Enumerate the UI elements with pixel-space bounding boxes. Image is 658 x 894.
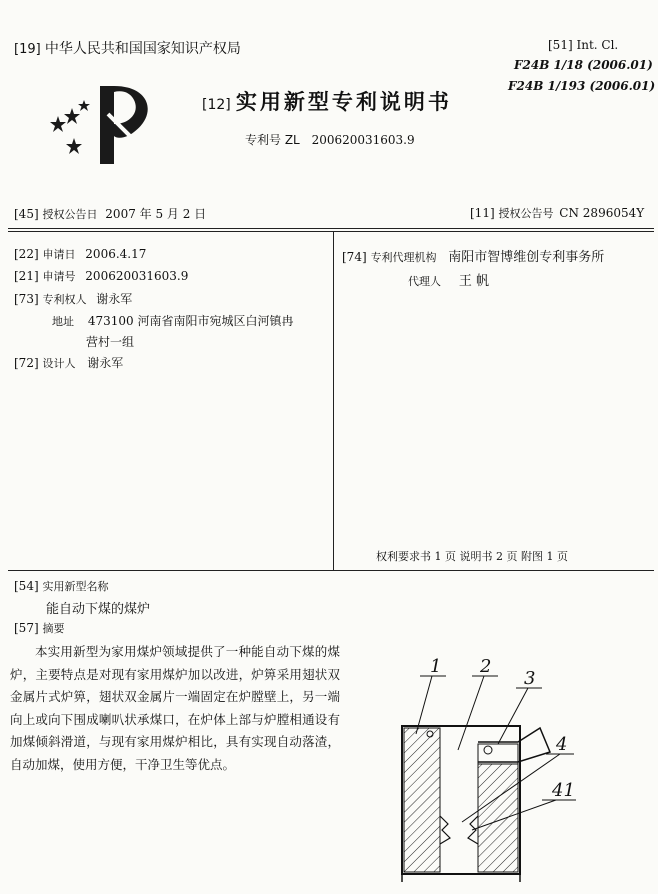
title-label: 实用新型名称 (42, 580, 109, 593)
figure-label-2: 2 (480, 656, 492, 677)
grant-number-code: [11] (470, 206, 495, 220)
figure-label-41: 41 (552, 780, 575, 801)
int-cl-line (548, 38, 618, 52)
stove-drawing (380, 658, 630, 888)
figure-label-3: 3 (524, 668, 536, 689)
sipo-logo (50, 78, 160, 170)
doc-type-line (202, 86, 452, 116)
agency-label: 专利代理机构 (370, 251, 437, 264)
title-header (14, 578, 108, 594)
doc-type-title: 实用新型专利说明书 (235, 90, 452, 114)
filing-date-row (14, 246, 146, 262)
top-rule-thin (8, 231, 654, 232)
address-row (52, 312, 293, 329)
figure-label-1: 1 (430, 656, 442, 677)
address-line-1: 473100 河南省南阳市宛城区白河镇冉 (87, 314, 294, 328)
abstract-label: 摘要 (42, 622, 65, 635)
designer-name: 谢永军 (87, 356, 124, 370)
abstract-code: [57] (14, 621, 39, 635)
agent-name: 王 帆 (458, 274, 489, 289)
agent-label: 代理人 (408, 275, 441, 288)
filing-date-label: 申请日 (42, 248, 76, 261)
agent-row (408, 270, 489, 289)
abstract-text: 本实用新型为家用煤炉领域提供了一种能自动下煤的煤炉，主要特点是对现有家用煤炉加以改进，炉箅采用翅状双金属片式炉箅，翅状双金属片一端固定在炉膛壁上，另一端向上或向下围成喇叭状承煤口，在炉体上部与炉膛相通设有加煤倾斜滑道，与现有家用煤炉相比，具有实现自动落渣，自动加煤，使用方便，干净卫生等优点。 (10, 644, 340, 772)
int-cl-1 (514, 58, 653, 72)
address-label: 地址 (52, 315, 74, 328)
patent-number: 200620031603.9 (311, 133, 415, 147)
office-header (14, 38, 241, 58)
application-number-label: 申请号 (42, 270, 76, 283)
application-number-code: [21] (14, 269, 39, 283)
pages-summary: 权利要求书 1 页 说明书 2 页 附图 1 页 (376, 550, 568, 563)
address-row-2 (86, 333, 134, 350)
patent-number-line (245, 131, 415, 148)
int-cl-2 (508, 79, 655, 93)
application-number-row (14, 268, 188, 284)
column-divider (333, 231, 334, 571)
grant-number-label: 授权公告号 (498, 207, 554, 220)
patentee-name: 谢永军 (96, 292, 133, 306)
grant-date: 2007 年 5 月 2 日 (105, 207, 207, 221)
int-cl-2-version: (2006.01) (589, 79, 656, 93)
patent-number-label: 专利号 ZL (245, 133, 300, 147)
grant-date-line (14, 205, 206, 222)
patentee-row (14, 290, 132, 307)
grant-number-line (470, 205, 644, 221)
int-cl-label: Int. Cl. (576, 38, 619, 52)
grant-number: CN 2896054Y (559, 206, 645, 220)
filing-date: 2006.4.17 (85, 247, 147, 261)
filing-date-code: [22] (14, 247, 39, 261)
application-number: 200620031603.9 (85, 269, 189, 283)
doc-type-code: [12] (202, 97, 231, 113)
grant-date-label: 授权公告日 (42, 208, 98, 221)
utility-model-title: 能自动下煤的煤炉 (46, 602, 151, 617)
grant-date-code: [45] (14, 207, 39, 221)
title-code: [54] (14, 579, 39, 593)
patentee-label: 专利权人 (42, 293, 87, 306)
designer-code: [72] (14, 356, 39, 370)
agency-code: [74] (342, 250, 367, 264)
top-rule (8, 228, 654, 229)
office-name: 中华人民共和国国家知识产权局 (44, 41, 241, 57)
int-cl-code: [51] (548, 38, 573, 52)
address-line-2: 营村一组 (86, 335, 135, 349)
office-code: [19] (14, 42, 41, 57)
bottom-rule (8, 570, 654, 571)
designer-row (14, 354, 123, 371)
int-cl-1-version: (2006.01) (587, 58, 653, 72)
int-cl-2-code: F24B 1/193 (508, 79, 586, 93)
agency-name: 南阳市智博维创专利事务所 (448, 250, 605, 265)
int-cl-1-code: F24B 1/18 (514, 58, 583, 72)
patentee-code: [73] (14, 292, 39, 306)
agency-row (342, 246, 604, 265)
figure-label-4: 4 (556, 734, 568, 755)
abstract-header (14, 620, 64, 636)
designer-label: 设计人 (42, 357, 76, 370)
